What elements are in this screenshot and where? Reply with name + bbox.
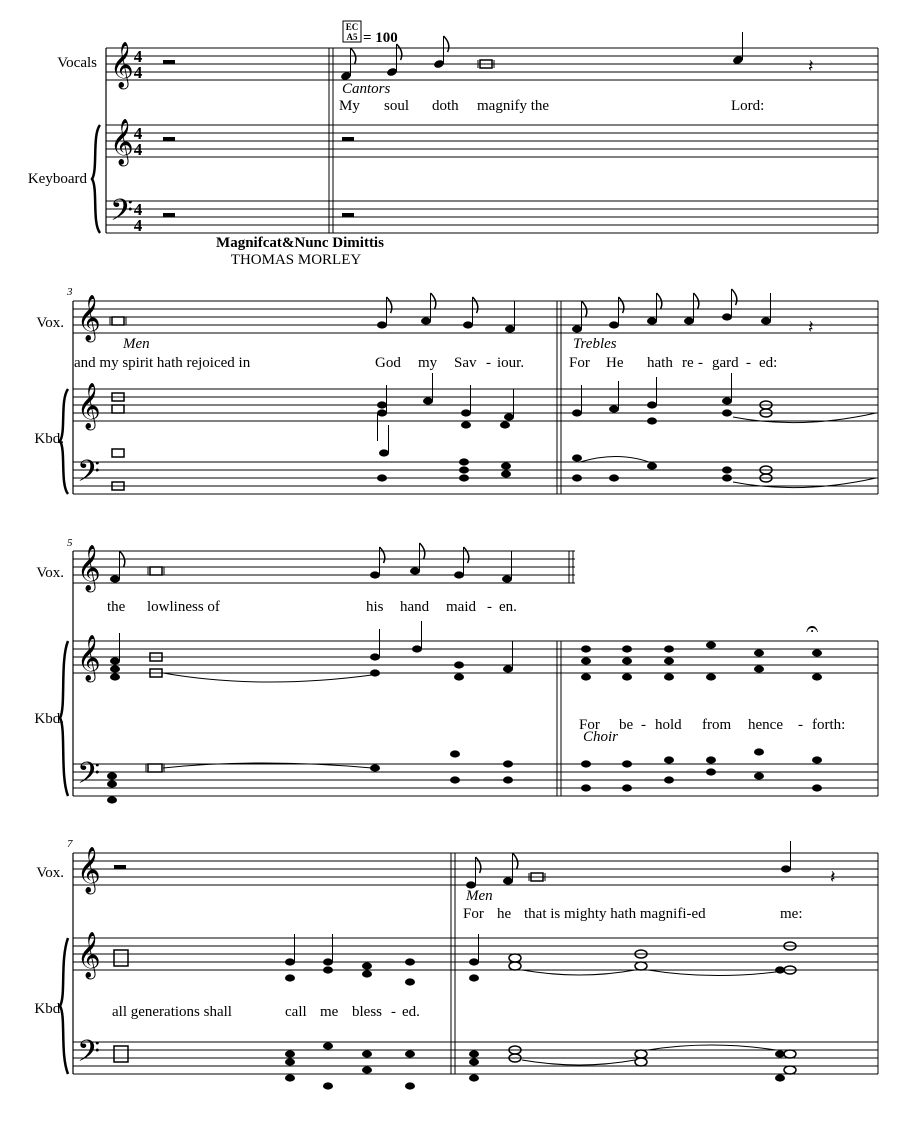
svg-text:lowliness of: lowliness of <box>147 599 220 615</box>
svg-text:God: God <box>375 355 401 371</box>
svg-text:doth: doth <box>432 98 459 114</box>
vocal-notes-2 <box>110 289 814 337</box>
system-3 <box>34 537 878 804</box>
lyrics-1 <box>339 98 764 114</box>
svg-text:re: re <box>682 355 694 371</box>
svg-text:maid: maid <box>446 599 476 615</box>
system-2 <box>34 286 878 495</box>
svg-text:-: - <box>391 1004 396 1020</box>
bass-clef-icon: 𝄢 <box>77 1035 101 1075</box>
svg-text:the: the <box>107 599 126 615</box>
treble-clef-icon: 𝄞 <box>77 635 101 680</box>
lyrics-3 <box>107 599 517 615</box>
svg-text:𝄽: 𝄽 <box>808 56 814 76</box>
svg-text:my: my <box>418 355 438 371</box>
svg-text:4: 4 <box>133 47 143 66</box>
vocal-notes-3 <box>110 543 512 583</box>
svg-text:from: from <box>702 717 732 733</box>
svg-text:For: For <box>463 906 484 922</box>
instrument-label-kbd: Kbd. <box>34 711 64 727</box>
vocal-notes-4 <box>466 841 836 889</box>
staff-bass-1 <box>106 201 878 233</box>
composer: THOMAS MORLEY <box>230 252 362 268</box>
svg-text:4: 4 <box>133 140 143 159</box>
bar-number: 7 <box>67 838 73 850</box>
lyrics-4-kbd <box>112 1004 420 1020</box>
svg-text:4: 4 <box>133 200 143 219</box>
bass-clef-icon: 𝄢 <box>110 194 134 234</box>
vocal-notes-1 <box>340 32 813 81</box>
treble-clef-icon: 𝄞 <box>77 545 101 590</box>
staff-treble-2 <box>73 389 878 421</box>
svg-text:𝄐: 𝄐 <box>806 616 819 641</box>
bass-clef-icon: 𝄢 <box>77 455 101 495</box>
keyboard-brace <box>60 389 68 494</box>
tempo-box-bottom: A5 <box>346 32 358 42</box>
svg-text:all generations shall: all generations shall <box>112 1004 232 1020</box>
keyboard-notes-2 <box>112 373 876 490</box>
svg-text:hath: hath <box>647 355 673 371</box>
svg-text:4: 4 <box>133 216 143 235</box>
instrument-label-kbd: Kbd. <box>34 1001 64 1017</box>
staff-bass-4 <box>73 1042 878 1074</box>
staff-treble-1 <box>106 125 878 157</box>
svg-text:soul: soul <box>384 98 410 114</box>
lyrics-3-choir <box>579 717 845 733</box>
svg-text:en.: en. <box>499 599 517 615</box>
tempo-text: = 100 <box>363 30 398 46</box>
treble-clef-icon: 𝄞 <box>77 847 101 892</box>
svg-text:-: - <box>641 717 646 733</box>
svg-text:me:: me: <box>780 906 803 922</box>
svg-text:𝄽: 𝄽 <box>830 867 836 887</box>
treble-clef-icon: 𝄞 <box>110 42 134 87</box>
svg-text:-: - <box>798 717 803 733</box>
svg-text:bless: bless <box>352 1004 382 1020</box>
svg-text:-: - <box>746 355 751 371</box>
svg-text:and my spirit hath rejoiced in: and my spirit hath rejoiced in <box>74 355 251 371</box>
svg-text:call: call <box>285 1004 307 1020</box>
svg-text:he: he <box>497 906 512 922</box>
treble-clef-icon: 𝄞 <box>77 932 101 977</box>
svg-text:forth:: forth: <box>812 717 846 733</box>
instrument-label-vox: Vox. <box>36 865 64 881</box>
bass-clef-icon: 𝄢 <box>77 757 101 797</box>
svg-text:iour.: iour. <box>497 355 525 371</box>
svg-text:be: be <box>619 717 634 733</box>
svg-text:hence: hence <box>748 717 783 733</box>
svg-text:magnify the: magnify the <box>477 98 550 114</box>
keyboard-notes-3 <box>107 616 822 804</box>
system-4 <box>34 838 878 1090</box>
keyboard-brace <box>60 641 68 796</box>
svg-text:4: 4 <box>133 63 143 82</box>
staff-bass-2 <box>73 462 878 494</box>
svg-text:his: his <box>366 599 384 615</box>
instrument-label-kbd: Kbd. <box>34 431 64 447</box>
performer-men: Men <box>123 336 150 352</box>
performer-cantors: Cantors <box>342 81 391 97</box>
instrument-label-vocals: Vocals <box>57 55 97 71</box>
system-1 <box>28 21 878 268</box>
performer-men: Men <box>466 888 493 904</box>
bar-number: 5 <box>67 537 73 549</box>
svg-text:For: For <box>579 717 600 733</box>
svg-text:gard: gard <box>712 355 739 371</box>
tempo-marking <box>343 21 398 46</box>
treble-clef-icon: 𝄞 <box>77 295 101 340</box>
piece-title: Magnifcat&Nunc Dimittis <box>216 235 384 251</box>
svg-text:-: - <box>486 355 491 371</box>
svg-text:For: For <box>569 355 590 371</box>
performer-trebles: Trebles <box>573 336 617 352</box>
lyrics-4 <box>463 906 803 922</box>
bar-number: 3 <box>67 286 73 298</box>
instrument-label-vox: Vox. <box>36 565 64 581</box>
svg-text:𝄽: 𝄽 <box>808 317 814 337</box>
instrument-label-keyboard: Keyboard <box>27 171 87 187</box>
keyboard-brace <box>60 938 68 1074</box>
svg-text:hand: hand <box>400 599 430 615</box>
tempo-box-top: EC <box>345 22 359 32</box>
svg-text:ed:: ed: <box>759 355 778 371</box>
svg-text:He: He <box>606 355 624 371</box>
svg-text:hold: hold <box>655 717 682 733</box>
treble-clef-icon: 𝄞 <box>110 119 134 164</box>
svg-text:Sav: Sav <box>454 355 477 371</box>
svg-text:-: - <box>487 599 492 615</box>
performer-choir: Choir <box>583 729 619 745</box>
time-signature <box>134 47 143 235</box>
svg-text:me: me <box>320 1004 339 1020</box>
svg-text:-: - <box>698 355 703 371</box>
svg-text:My: My <box>339 98 360 114</box>
svg-text:that is mighty hath magnifi-ed: that is mighty hath magnifi-ed <box>524 906 706 922</box>
svg-text:4: 4 <box>133 124 143 143</box>
svg-text:ed.: ed. <box>402 1004 420 1020</box>
staff-bass-3 <box>73 764 878 796</box>
svg-text:Lord:: Lord: <box>731 98 765 114</box>
lyrics-2 <box>74 355 777 371</box>
staff-vocals-2 <box>73 301 878 333</box>
treble-clef-icon: 𝄞 <box>77 383 101 428</box>
keyboard-brace <box>92 125 100 233</box>
instrument-label-vox: Vox. <box>36 315 64 331</box>
